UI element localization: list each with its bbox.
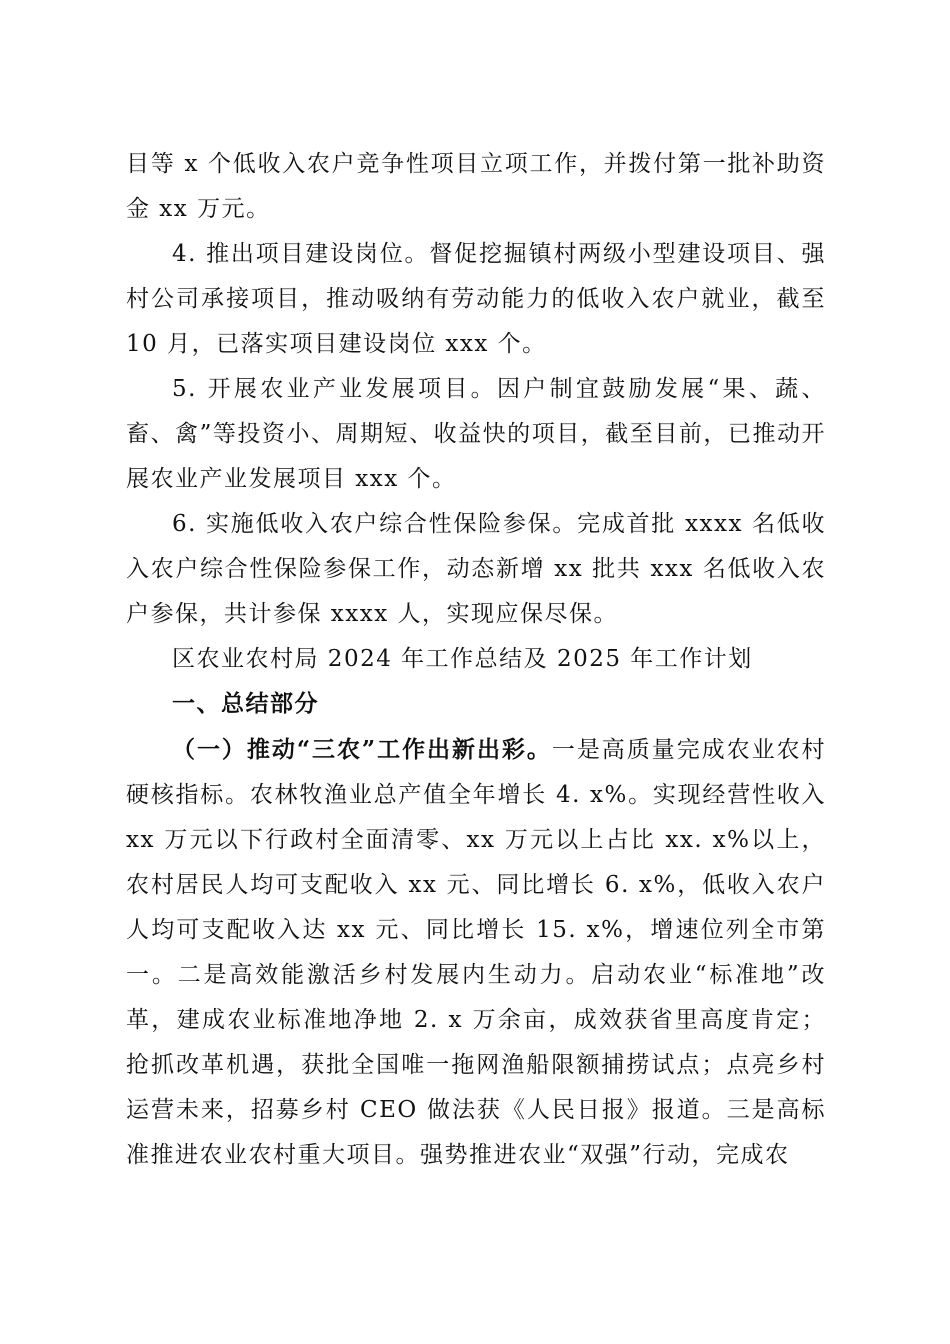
document-body	[126, 142, 826, 1178]
document-title-line: 区农业农村局 2024 年工作总结及 2025 年工作计划	[172, 646, 753, 672]
paragraph-item-5: 5. 开展农业产业发展项目。因户制宜鼓励发展“果、蔬、畜、禽”等投资小、周期短、收益快的项目，截至目前，已推动开展农业产业发展项目 xxx 个。	[126, 376, 826, 492]
paragraph-continuation: 目等 x 个低收入农户竞争性项目立项工作，并拨付第一批补助资金 xx 万元。	[126, 151, 826, 222]
subsection-lead: （一）推动“三农”工作出新出彩。	[172, 736, 552, 763]
subsection-paragraph	[126, 727, 826, 1178]
section-heading: 一、总结部分	[172, 691, 319, 717]
subsection-body: 一是高质量完成农业农村硬核指标。农林牧渔业总产值全年增长 4. x%。实现经营性收入 xx 万元以下行政村全面清零、xx 万元以上占比 xx. x%以上，农村居民人均可支配收入 xx 元、同比增长 6. x%，低收入农户人均可支配收入达 xx 元、同比增长 15. x%，增速位列全市第一。二是高效能激活乡村发展内生动力。启动农业“标准地”改革，建成农业标准地净地 2. x 万余亩，成效获省里高度肯定；抢抓改革机遇，获批全国唯一拖网渔船限额捕捞试点；点亮乡村运营未来，招募乡村 CEO 做法获《人民日报》报道。三是高标准推进农业农村重大项目。强势推进农业“双强”行动，完成农	[126, 737, 827, 1168]
paragraph-item-4: 4. 推出项目建设岗位。督促挖掘镇村两级小型建设项目、强村公司承接项目，推动吸纳有劳动能力的低收入农户就业，截至 10 月，已落实项目建设岗位 xxx 个。	[126, 241, 826, 357]
paragraph-item-6: 6. 实施低收入农户综合性保险参保。完成首批 xxxx 名低收入农户综合性保险参保工作，动态新增 xx 批共 xxx 名低收入农户参保，共计参保 xxxx 人，实现应保尽保。	[126, 511, 826, 627]
